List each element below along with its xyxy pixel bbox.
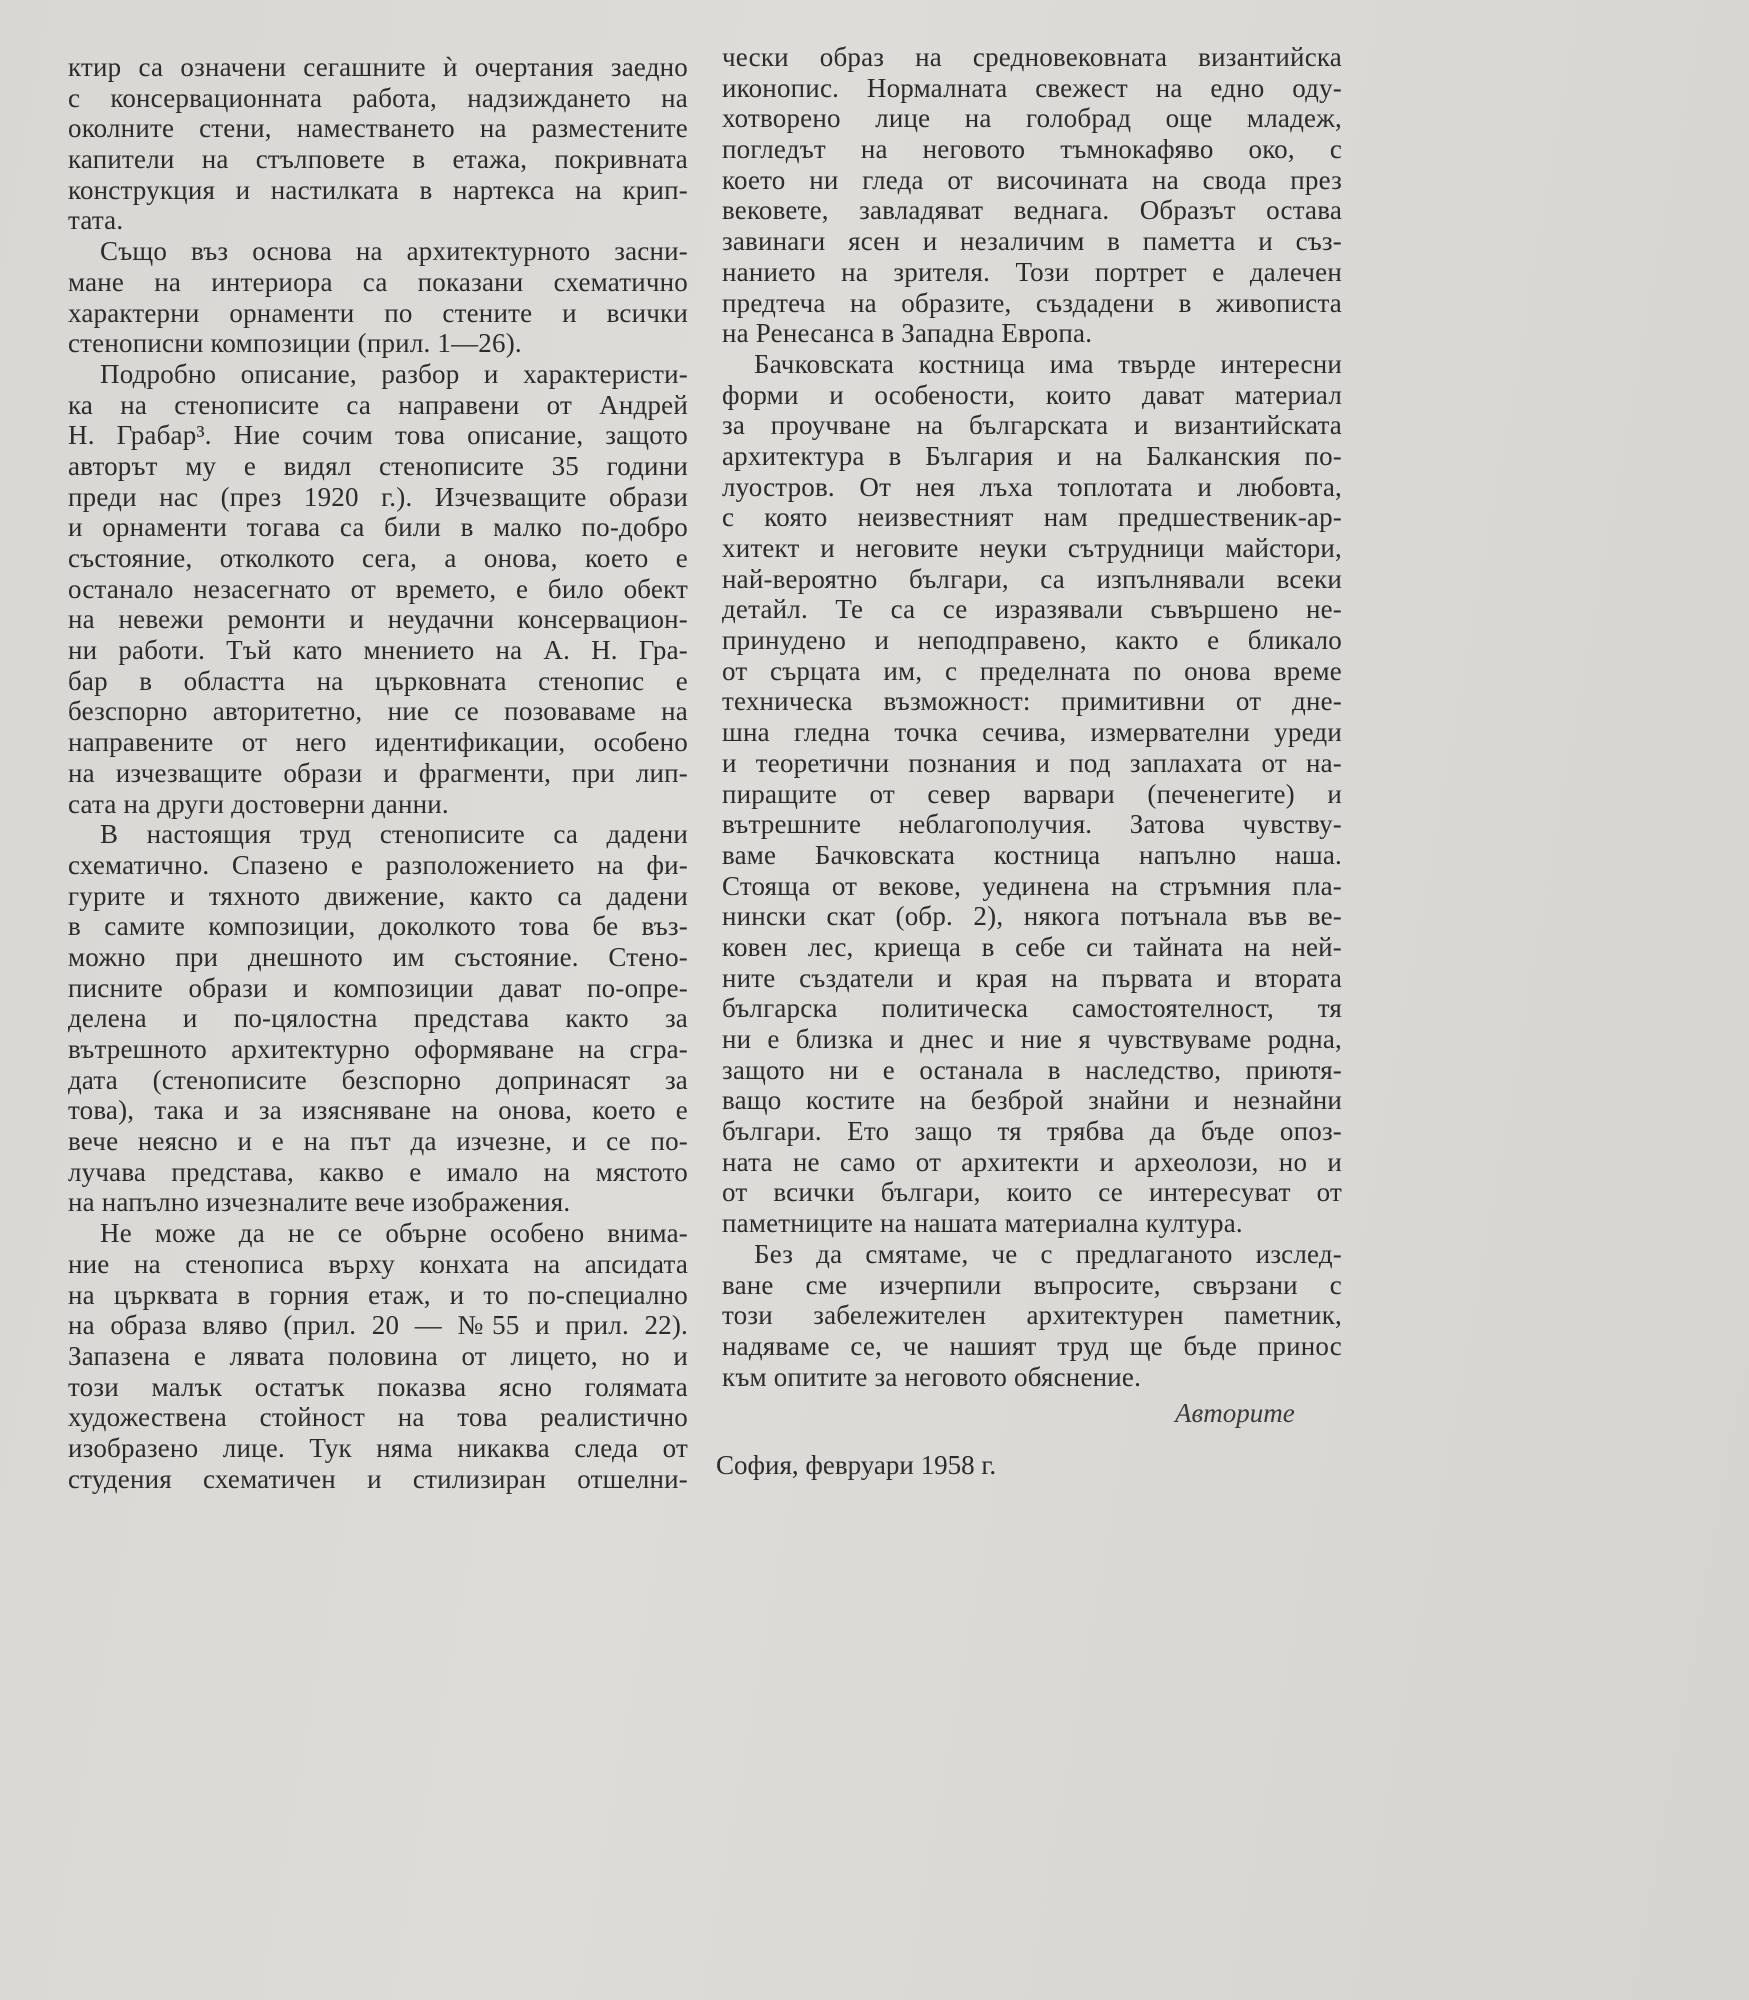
text-line: надяваме се, че нашият труд ще бъде принос [722,1330,1342,1361]
text-line: Подробно описание, разбор и характеристи- [100,358,688,389]
text-line: характерни орнаменти по стените и всички [68,297,688,328]
text-line: изобразено лице. Тук няма никаква следа от [68,1432,688,1463]
text-line: преди нас (през 1920 г.). Изчезващите образи [68,481,688,512]
text-line: луостров. От нея лъха топлотата и любовта, [722,471,1342,502]
text-line: най-вероятно българи, са изпълнявали всеки [722,563,1342,594]
text-line: гурите и тяхното движение, както са дадени [68,880,688,911]
text-line: на Ренесанса в Западна Европа. [722,318,1093,349]
place-date-line: София, февруари 1958 г. [716,1450,997,1480]
text-line: форми и особености, които дават материал [722,379,1342,410]
text-line: ка на стенописите са направени от Андрей [68,389,688,420]
text-line: Също въз основа на архитектурното засни- [100,236,688,267]
text-line: от сърцата им, с пределната по онова време [722,655,1342,686]
text-line: Запазена е лявата половина от лицето, но и [68,1340,688,1371]
text-line: останало незасегнато от времето, е било обект [68,573,688,604]
text-line: българска политическа самостоятелност, тя [722,993,1342,1024]
text-line: погледът на неговото тъмнокафяво око, с [722,134,1342,165]
text-line: този малък остатък показва ясно голямата [68,1371,688,1402]
text-line: ване сме изчерпили въпросите, свързани с [722,1269,1342,1300]
text-line: бар в областта на църковната стенопис е [68,665,688,696]
text-line: това), така и за изясняване на онова, което е [68,1095,688,1126]
text-line: завинаги ясен и незаличим в паметта и съз- [722,226,1342,257]
text-line: Не може да не се обърне особено внима- [100,1218,688,1249]
authors-signature: Авторите [1175,1398,1295,1428]
text-line: нински скат (обр. 2), някога потънала във ве- [722,901,1342,932]
text-line: за проучване на българската и византийската [722,410,1342,441]
text-line: ни е близка и днес и ние я чувствуваме родна, [722,1024,1342,1054]
text-line: чески образ на средновековната византийска [722,42,1342,72]
text-line: ващо костите на безброй знайни и незнайни [722,1085,1342,1116]
text-line: околните стени, наместването на разместените [68,113,688,144]
text-line: с която неизвестният нам предшественик-ар- [722,502,1342,533]
text-line: и теоретични познания и под заплахата от на- [722,747,1342,778]
text-line: студения схематичен и стилизиран отшелни- [68,1463,688,1494]
text-line: пиращите от север варвари (печенегите) и [722,778,1342,809]
text-line: хитект и неговите неуки сътрудници майстори, [722,533,1342,563]
text-line: хотворено лице на голобрад още младеж, [722,103,1342,134]
text-line: на църквата в горния етаж, и то по-специално [68,1279,688,1310]
text-line: българи. Ето защо тя трябва да бъде опоз- [722,1116,1342,1147]
text-line: и орнаменти тогава са били в малко по-добро [68,512,688,543]
text-line: Без да смятаме, че с предлаганото изслед- [754,1238,1342,1269]
text-line: паметниците на нашата материална култура. [722,1208,1243,1239]
text-line: писните образи и композиции дават по-опре- [68,972,688,1003]
text-line: ние на стенописа върху конхата на апсидата [68,1248,688,1279]
text-line: В настоящия труд стенописите са дадени [100,819,688,850]
text-line: ни работи. Тъй като мнението на А. Н. Гра- [68,635,688,666]
text-line: лучава представа, какво е имало на мястото [68,1156,688,1187]
text-line: ваме Бачковската костница напълно наша. [722,839,1342,870]
text-line: капители на стълповете в етажа, покривната [68,144,688,175]
text-line: художествена стойност на това реалистично [68,1402,688,1433]
text-line: в самите композиции, доколкото това бе въз- [68,911,688,942]
text-line: детайл. Те са се изразявали съвършено не- [722,594,1342,625]
text-line: от всички българи, които се интересуват от [722,1177,1342,1208]
text-line: на напълно изчезналите вече изображения. [68,1187,571,1218]
text-line: сата на други достоверни данни. [68,788,449,819]
text-line: авторът му е видял стенописите 35 години [68,450,688,481]
text-line: тата. [68,205,124,236]
text-line: Стояща от векове, уединена на стръмния пла- [722,870,1342,901]
text-line: делена и по-цялостна представа както за [68,1003,688,1034]
text-line: архитектура в България и на Балканския по- [722,440,1342,471]
text-line: на невежи ремонти и неудачни консервацион- [68,604,688,635]
text-line: Н. Грабар³. Ние сочим това описание, защото [68,420,688,451]
text-line: схематично. Спазено е разположението на фи- [68,849,688,880]
text-line: безспорно авторитетно, ние се позоваваме на [68,696,688,727]
text-line: защото ни е останала в наследство, приютя- [722,1054,1342,1085]
text-line: Бачковската костница има твърде интересни [754,348,1342,379]
text-line: дата (стенописите безспорно допринасят за [68,1064,688,1095]
text-line: вътрешното архитектурно оформяване на сгра- [68,1034,688,1064]
left-text-column [68,52,688,1494]
right-text-column [722,42,1342,1392]
text-line: шна гледна точка сечива, измервателни уреди [722,717,1342,748]
text-line: ктир са означени сегашните ѝ очертания заедно [68,52,688,82]
text-line: предтеча на образите, създадени в живописта [722,287,1342,318]
text-line: с консервационната работа, надзиждането на [68,82,688,113]
text-line: вътрешните неблагополучия. Затова чувству- [722,809,1342,840]
text-line: нанието на зрителя. Този портрет е далечен [722,256,1342,287]
text-line: можно при днешното им състояние. Стено- [68,941,688,972]
text-line: ните създатели и края на първата и втората [722,962,1342,993]
text-line: ната не само от архитекти и археолози, но и [722,1146,1342,1177]
text-line: на образа вляво (прил. 20 — №55 и прил. 22). [68,1310,688,1341]
text-line: ковен лес, криеща в себе си тайната на ней- [722,931,1342,962]
text-line: този забележителен архитектурен паметник, [722,1300,1342,1331]
text-line: иконопис. Нормалната свежест на едно оду- [722,72,1342,103]
text-line: конструкция и настилката в нартекса на крип- [68,174,688,205]
text-line: мане на интериора са показани схематично [68,266,688,297]
text-line: на изчезващите образи и фрагменти, при лип- [68,757,688,788]
text-line: направените от него идентификации, особено [68,727,688,758]
text-line: вековете, завладяват веднага. Образът остава [722,195,1342,226]
text-line: състояние, отколкото сега, а онова, което е [68,543,688,573]
text-line: техническа възможност: примитивни от дне- [722,686,1342,717]
text-line: принудено и неподправено, както е бликало [722,625,1342,656]
text-line: към опитите за неговото обяснение. [722,1361,1142,1392]
text-line: стенописни композиции (прил. 1—26). [68,328,522,359]
text-line: вече неясно и е на път да изчезне, и се по- [68,1126,688,1157]
text-line: което ни гледа от височината на свода през [722,164,1342,195]
